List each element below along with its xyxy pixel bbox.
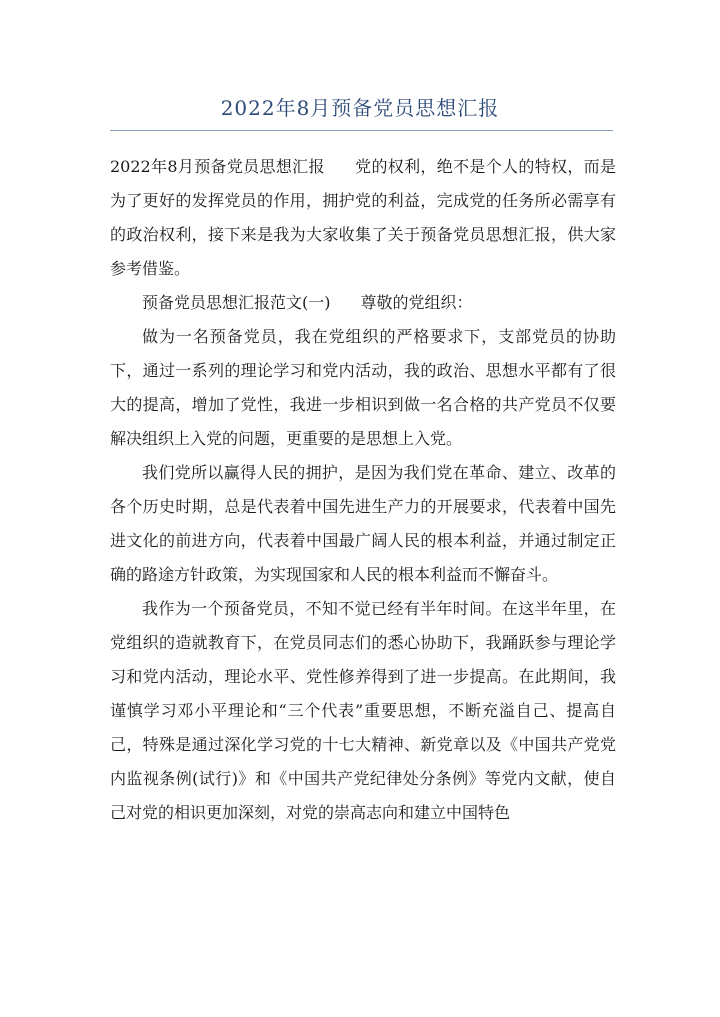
section-heading: 预备党员思想汇报范文(一) (142, 293, 331, 312)
document-title: 2022年8月预备党员思想汇报 (220, 96, 500, 120)
intro-text: 党的权利，绝不是个人的特权，而是为了更好的发挥党员的作用，拥护党的利益，完成党的任务所必需享有的政治权利，接下来是我为大家收集了关于预备党员思想汇报，供大家参考借鉴。 (110, 157, 616, 278)
salutation: 尊敬的党组织： (360, 293, 473, 312)
document-body (110, 150, 616, 830)
body-paragraph-3: 我作为一个预备党员，不知不觉已经有半年时间。在这半年里，在党组织的造就教育下，在党员同志们的悉心协助下，我踊跃参与理论学习和党内活动，理论水平、党性修养得到了进一步提高。在此期间，我谨慎学习邓小平理论和“三个代表”重要思想，不断充溢自己、提高自己，特殊是通过深化学习党的十七大精神、新党章以及《中国共产党党内监视条例(试行)》和《中国共产党纪律处分条例》等党内文献，使自己对党的相识更加深刻，对党的崇高志向和建立中国特色 (110, 599, 616, 822)
body-paragraph-1: 做为一名预备党员，我在党组织的严格要求下，支部党员的协助下，通过一系列的理论学习和党内活动，我的政治、思想水平都有了很大的提高，增加了党性，我进一步相识到做一名合格的共产党员不仅要解决组织上入党的问题，更重要的是思想上入党。 (110, 327, 616, 448)
intro-lead: 2022年8月预备党员思想汇报 (110, 157, 325, 176)
section-heading-line (110, 286, 616, 320)
body-paragraph-2: 我们党所以赢得人民的拥护，是因为我们党在革命、建立、改革的各个历史时期，总是代表着中国先进生产力的开展要求，代表着中国先进文化的前进方向，代表着中国最广阔人民的根本利益，并通过制定正确的路途方针政策，为实现国家和人民的根本利益而不懈奋斗。 (110, 463, 616, 584)
title-divider (110, 130, 613, 131)
intro-paragraph (110, 150, 616, 286)
